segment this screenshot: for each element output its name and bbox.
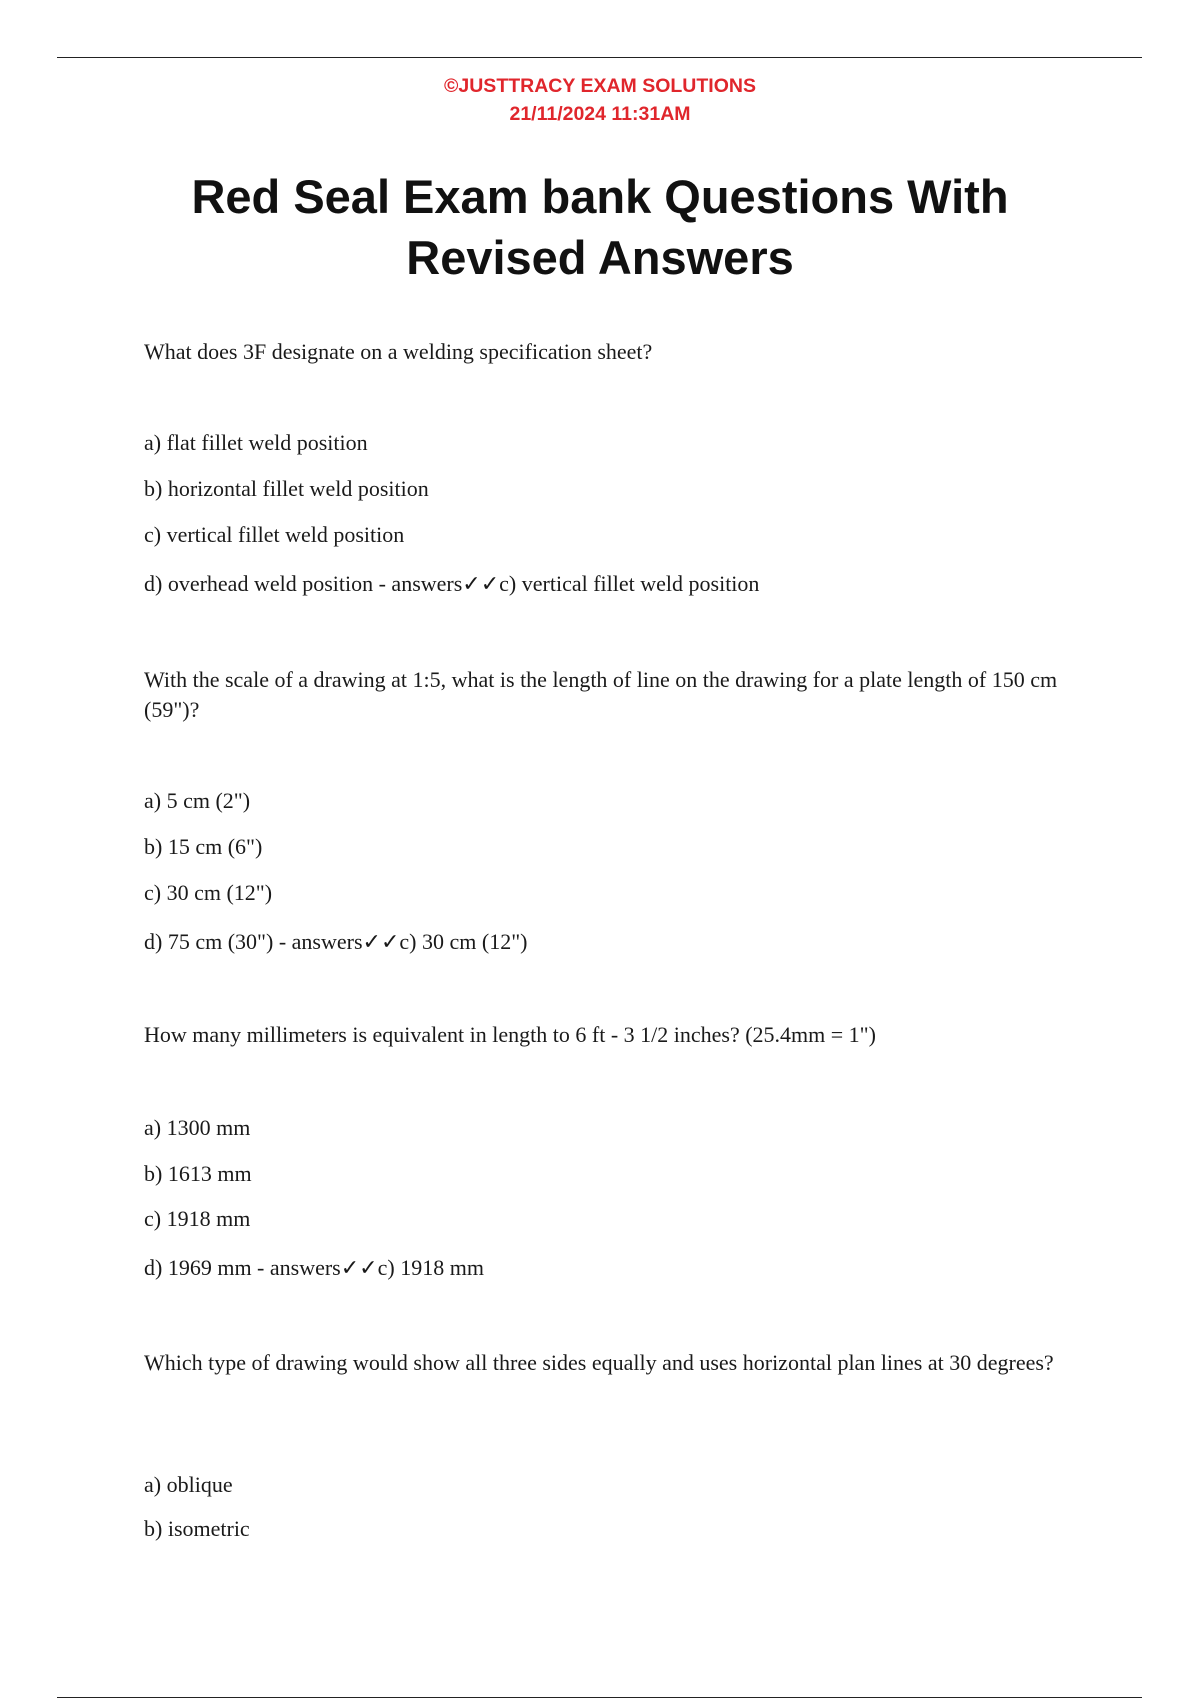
question-4-text: Which type of drawing would show all three sides equally and uses horizontal plan lines at 30 degrees?	[144, 1350, 1054, 1375]
question-2-option-d-answer: d) 75 cm (30") - answers✓✓c) 30 cm (12")	[144, 929, 528, 954]
question-4-option-b: b) isometric	[144, 1516, 250, 1541]
title-line-1: Red Seal Exam bank Questions With	[191, 170, 1009, 223]
question-2-option-c: c) 30 cm (12")	[144, 880, 273, 905]
question-3-text: How many millimeters is equivalent in length to 6 ft - 3 1/2 inches? (25.4mm = 1")	[144, 1022, 876, 1047]
question-1-option-a: a) flat fillet weld position	[144, 430, 368, 455]
bottom-rule	[57, 1697, 1142, 1698]
question-1-option-b: b) horizontal fillet weld position	[144, 476, 429, 501]
question-2-text: With the scale of a drawing at 1:5, what is the length of line on the drawing for a plate length of 150 cm (59")?	[144, 667, 1058, 722]
header-copyright: ©JUSTTRACY EXAM SOLUTIONS	[444, 75, 756, 97]
question-3-option-b: b) 1613 mm	[144, 1161, 252, 1186]
question-2-option-a: a) 5 cm (2")	[144, 788, 251, 813]
question-1-option-d-answer: d) overhead weld position - answers✓✓c) vertical fillet weld position	[144, 571, 760, 596]
question-1-option-c: c) vertical fillet weld position	[144, 522, 405, 547]
question-4-option-a: a) oblique	[144, 1472, 233, 1497]
title-line-2: Revised Answers	[406, 231, 794, 284]
question-2-option-b: b) 15 cm (6")	[144, 834, 263, 859]
question-3-option-d-answer: d) 1969 mm - answers✓✓c) 1918 mm	[144, 1255, 484, 1280]
question-3-option-c: c) 1918 mm	[144, 1206, 251, 1231]
question-3-option-a: a) 1300 mm	[144, 1115, 251, 1140]
question-1-text: What does 3F designate on a welding specification sheet?	[144, 339, 653, 364]
header-timestamp: 21/11/2024 11:31AM	[509, 103, 691, 125]
